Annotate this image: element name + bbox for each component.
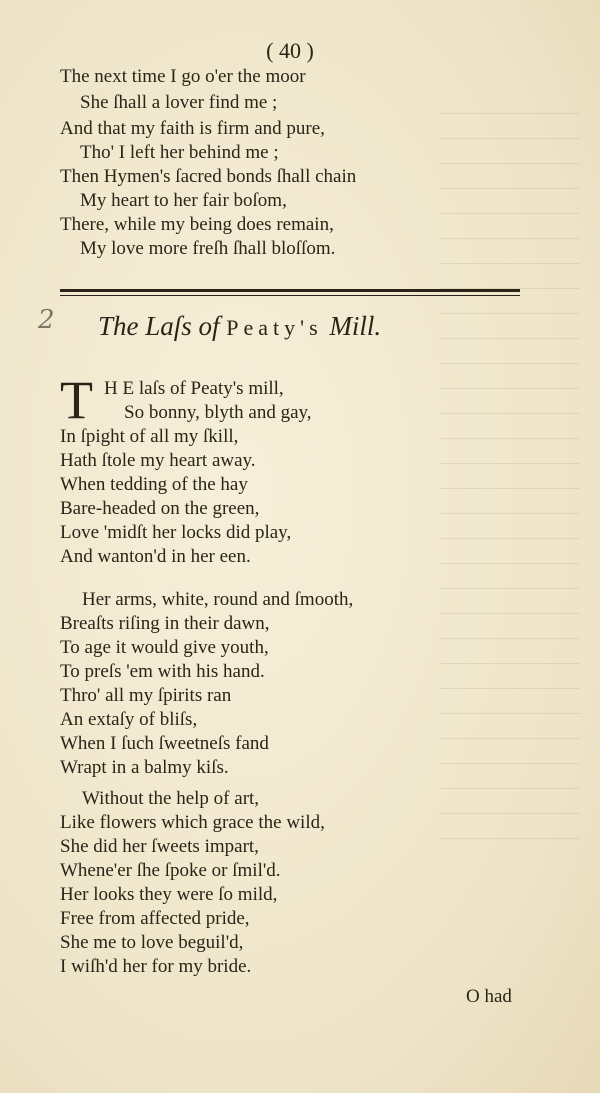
verse-line: An extaſy of bliſs,: [60, 709, 198, 730]
show-through: [440, 95, 580, 855]
verse-line: I wiſh'd her for my bride.: [60, 956, 252, 977]
catchword: O had: [466, 986, 512, 1007]
verse-line: To preſs 'em with his hand.: [60, 661, 265, 682]
verse-line: H E laſs of Peaty's mill,: [104, 378, 284, 399]
verse-line: There, while my being does remain,: [60, 214, 334, 235]
verse-line: She ſhall a lover find me ;: [80, 92, 278, 113]
verse-line: And that my faith is firm and pure,: [60, 118, 325, 139]
title-part: Mill.: [329, 311, 382, 341]
verse-line: Wrapt in a balmy kiſs.: [60, 757, 229, 778]
verse-line: In ſpight of all my ſkill,: [60, 426, 239, 447]
verse-line: Then Hymen's ſacred bonds ſhall chain: [60, 166, 357, 187]
verse-line: Breaſts riſing in their dawn,: [60, 613, 270, 634]
verse-line: Without the help of art,: [82, 788, 260, 809]
verse-line: When I ſuch ſweetneſs fand: [60, 733, 269, 754]
verse-line: Bare-headed on the green,: [60, 498, 260, 519]
verse-line: So bonny, blyth and gay,: [124, 402, 312, 423]
verse-line: Love 'midſt her locks did play,: [60, 522, 292, 543]
section-rule-thin: [60, 295, 520, 296]
verse-line: She did her ſweets impart,: [60, 836, 259, 857]
verse-line: Thro' all my ſpirits ran: [60, 685, 232, 706]
verse-line: Like flowers which grace the wild,: [60, 812, 325, 833]
verse-line: My heart to her fair boſom,: [80, 190, 287, 211]
verse-line: The next time I go o'er the moor: [60, 66, 306, 87]
song-title: [98, 311, 381, 342]
verse-line: My love more freſh ſhall bloſſom.: [80, 238, 336, 259]
verse-line: Her looks they were ſo mild,: [60, 884, 278, 905]
verse-line: To age it would give youth,: [60, 637, 269, 658]
verse-line: Free from affected pride,: [60, 908, 250, 929]
section-rule: [60, 289, 520, 292]
verse-line: When tedding of the hay: [60, 474, 248, 495]
drop-cap: T: [60, 370, 93, 430]
verse-line: Whene'er ſhe ſpoke or ſmil'd.: [60, 860, 281, 881]
verse-line: And wanton'd in her een.: [60, 546, 251, 567]
page-number: ( 40 ): [266, 38, 314, 63]
title-part: The Laſs of: [98, 311, 220, 341]
verse-line: Hath ſtole my heart away.: [60, 450, 256, 471]
verse-line: She me to love beguil'd,: [60, 932, 244, 953]
verse-line: Tho' I left her behind me ;: [80, 142, 279, 163]
pencil-annotation: 2: [38, 305, 55, 335]
title-part: Peaty's: [226, 315, 323, 340]
verse-line: Her arms, white, round and ſmooth,: [82, 589, 354, 610]
